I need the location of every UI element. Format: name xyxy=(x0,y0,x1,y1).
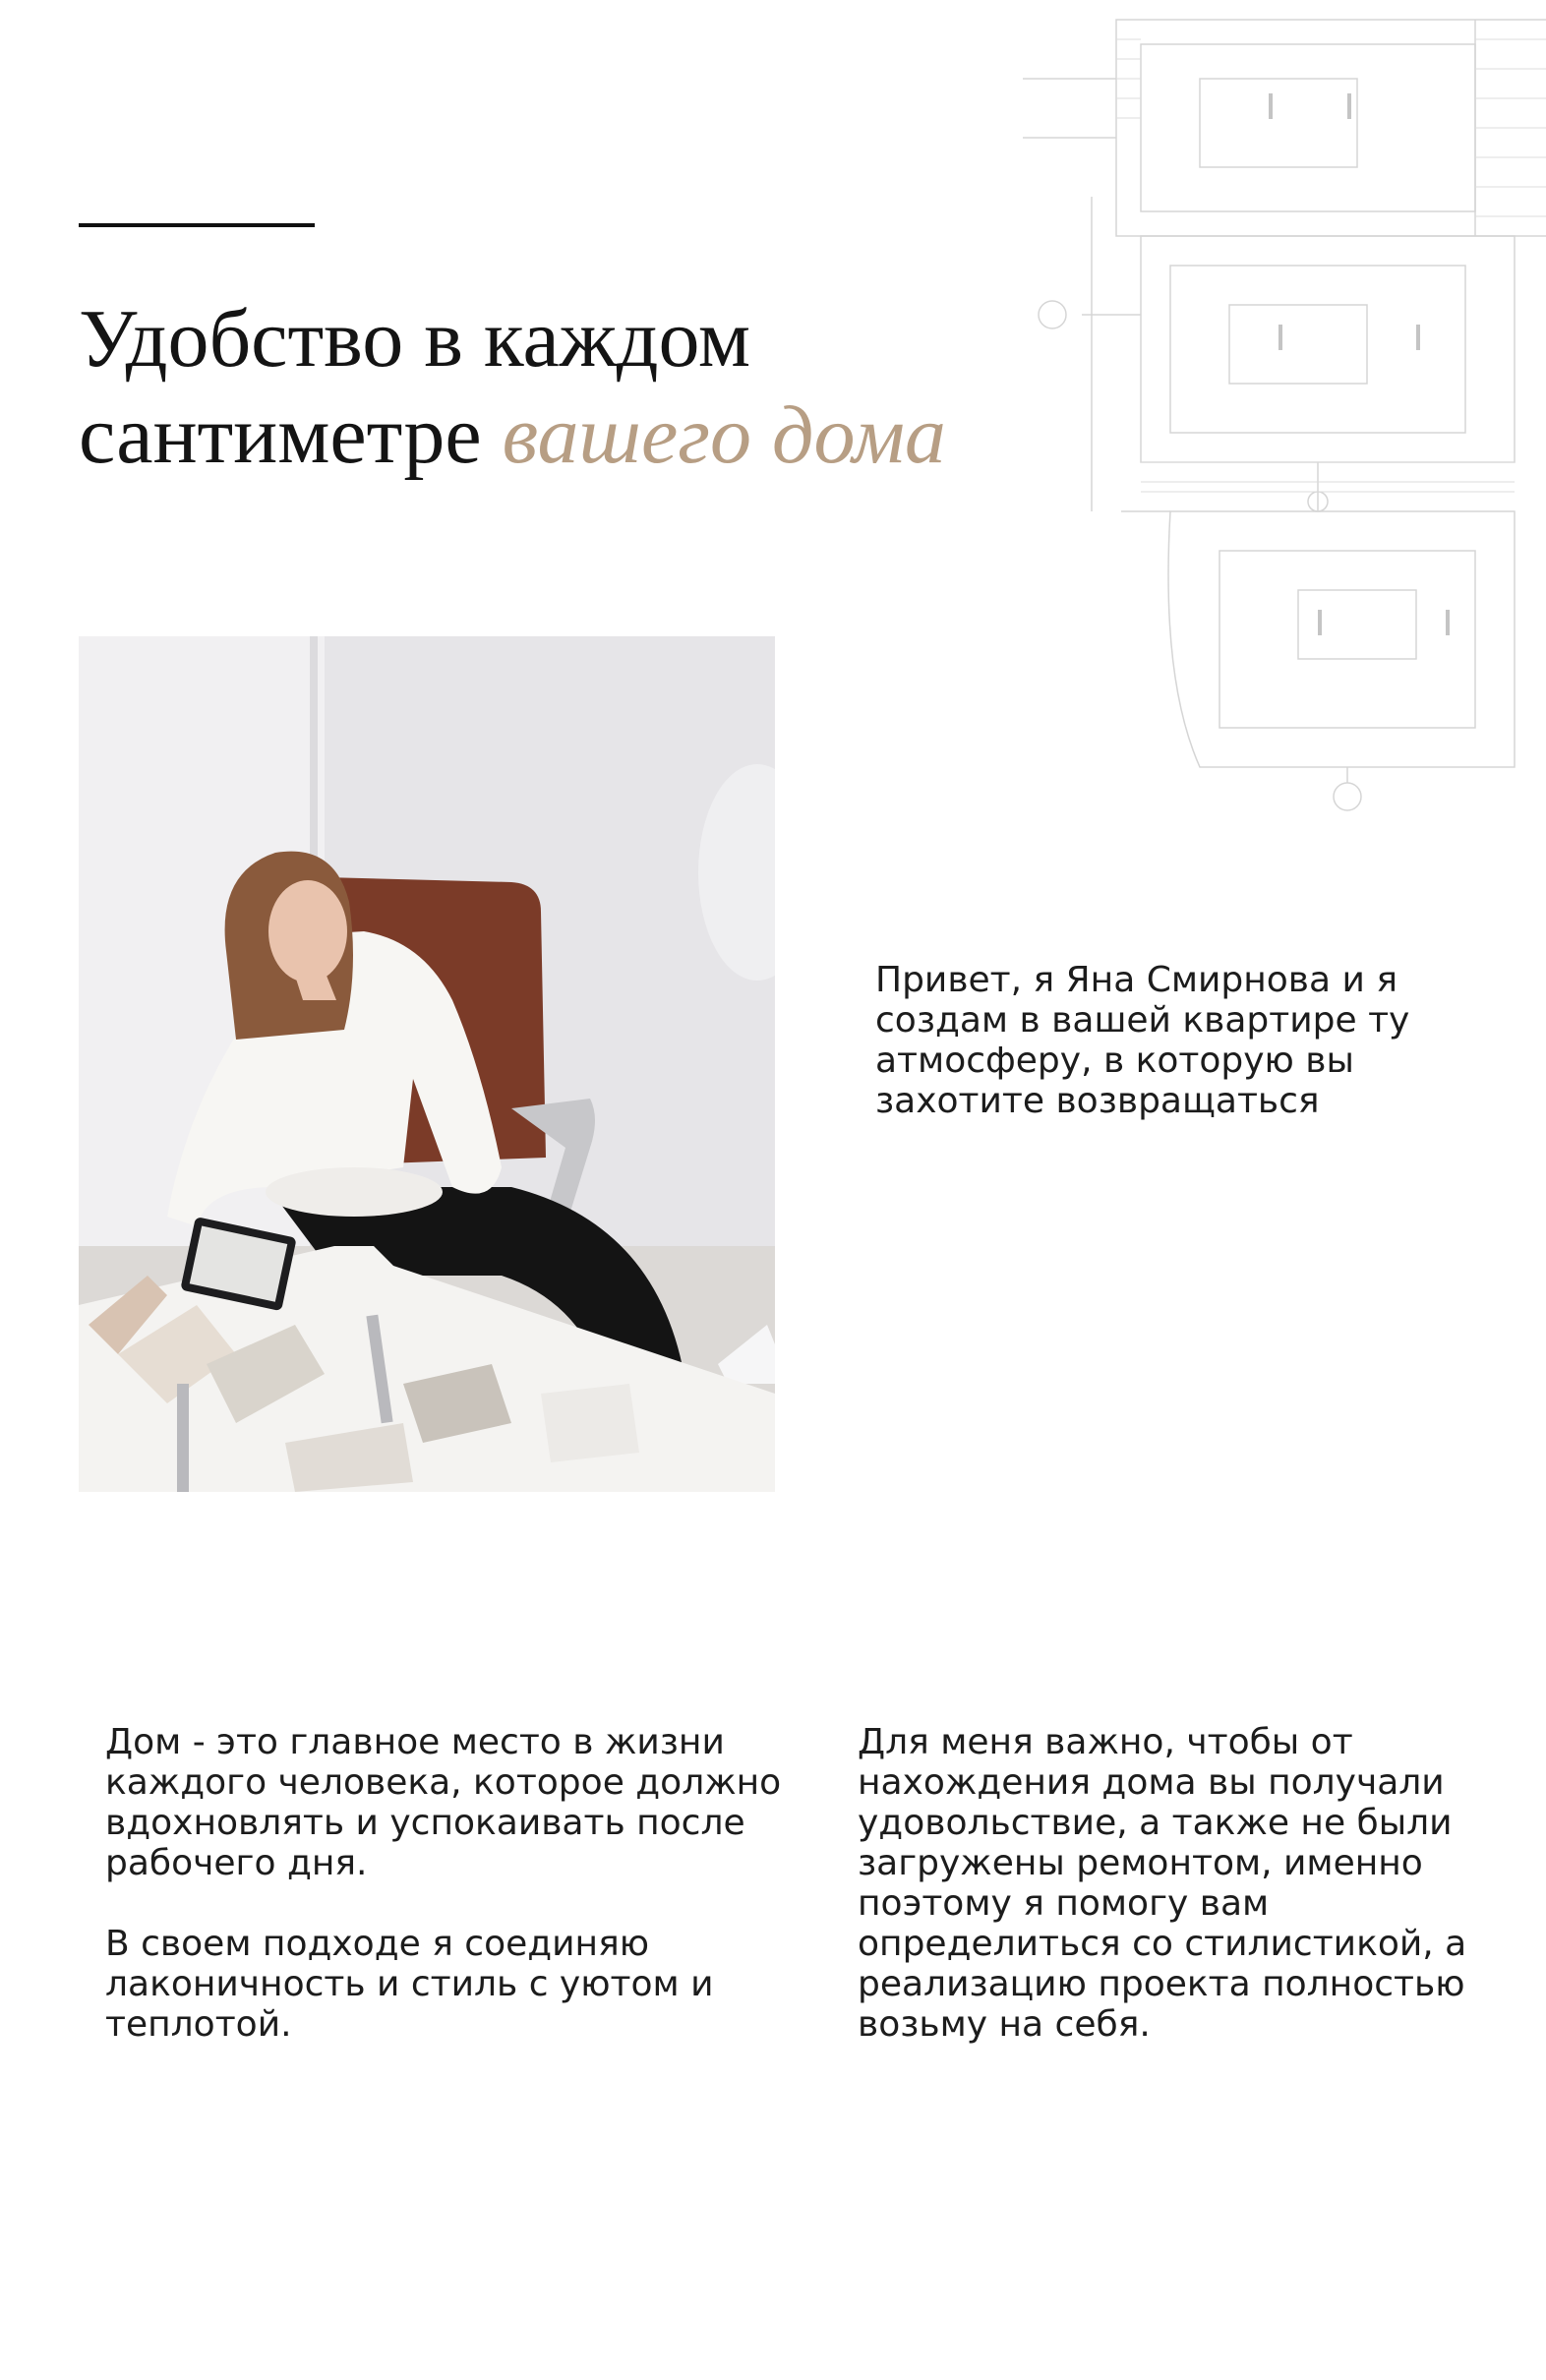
heading-rule xyxy=(79,223,315,227)
body-paragraph: Для меня важно, чтобы от нахождения дома вы получали удовольствие, а также не были загружены ремонтом, именно поэтому я помогу вам определиться со стилистикой, а реализацию проекта полностью возьму на себя. xyxy=(858,1722,1467,2045)
title-accent: вашего дома xyxy=(502,389,946,481)
body-column-left xyxy=(105,1722,794,2085)
designer-photo xyxy=(79,636,775,1492)
title-line-1: Удобство в каждом xyxy=(79,293,751,385)
body-paragraph: В своем подходе я соединяю лаконичность и стиль с уютом и теплотой. xyxy=(105,1924,714,2045)
page-title xyxy=(79,291,946,484)
intro-text: Привет, я Яна Смирнова и я создам в вашей квартире ту атмосферу, в которую вы захотите возвращаться xyxy=(875,960,1410,1121)
body-paragraph: Дом - это главное место в жизни каждого человека, которое должно вдохновлять и успокаивать после рабочего дня. xyxy=(105,1722,782,1883)
body-column-right xyxy=(858,1722,1507,2085)
title-line-2: сантиметре xyxy=(79,389,503,481)
floor-plan-illustration xyxy=(1023,0,1546,846)
